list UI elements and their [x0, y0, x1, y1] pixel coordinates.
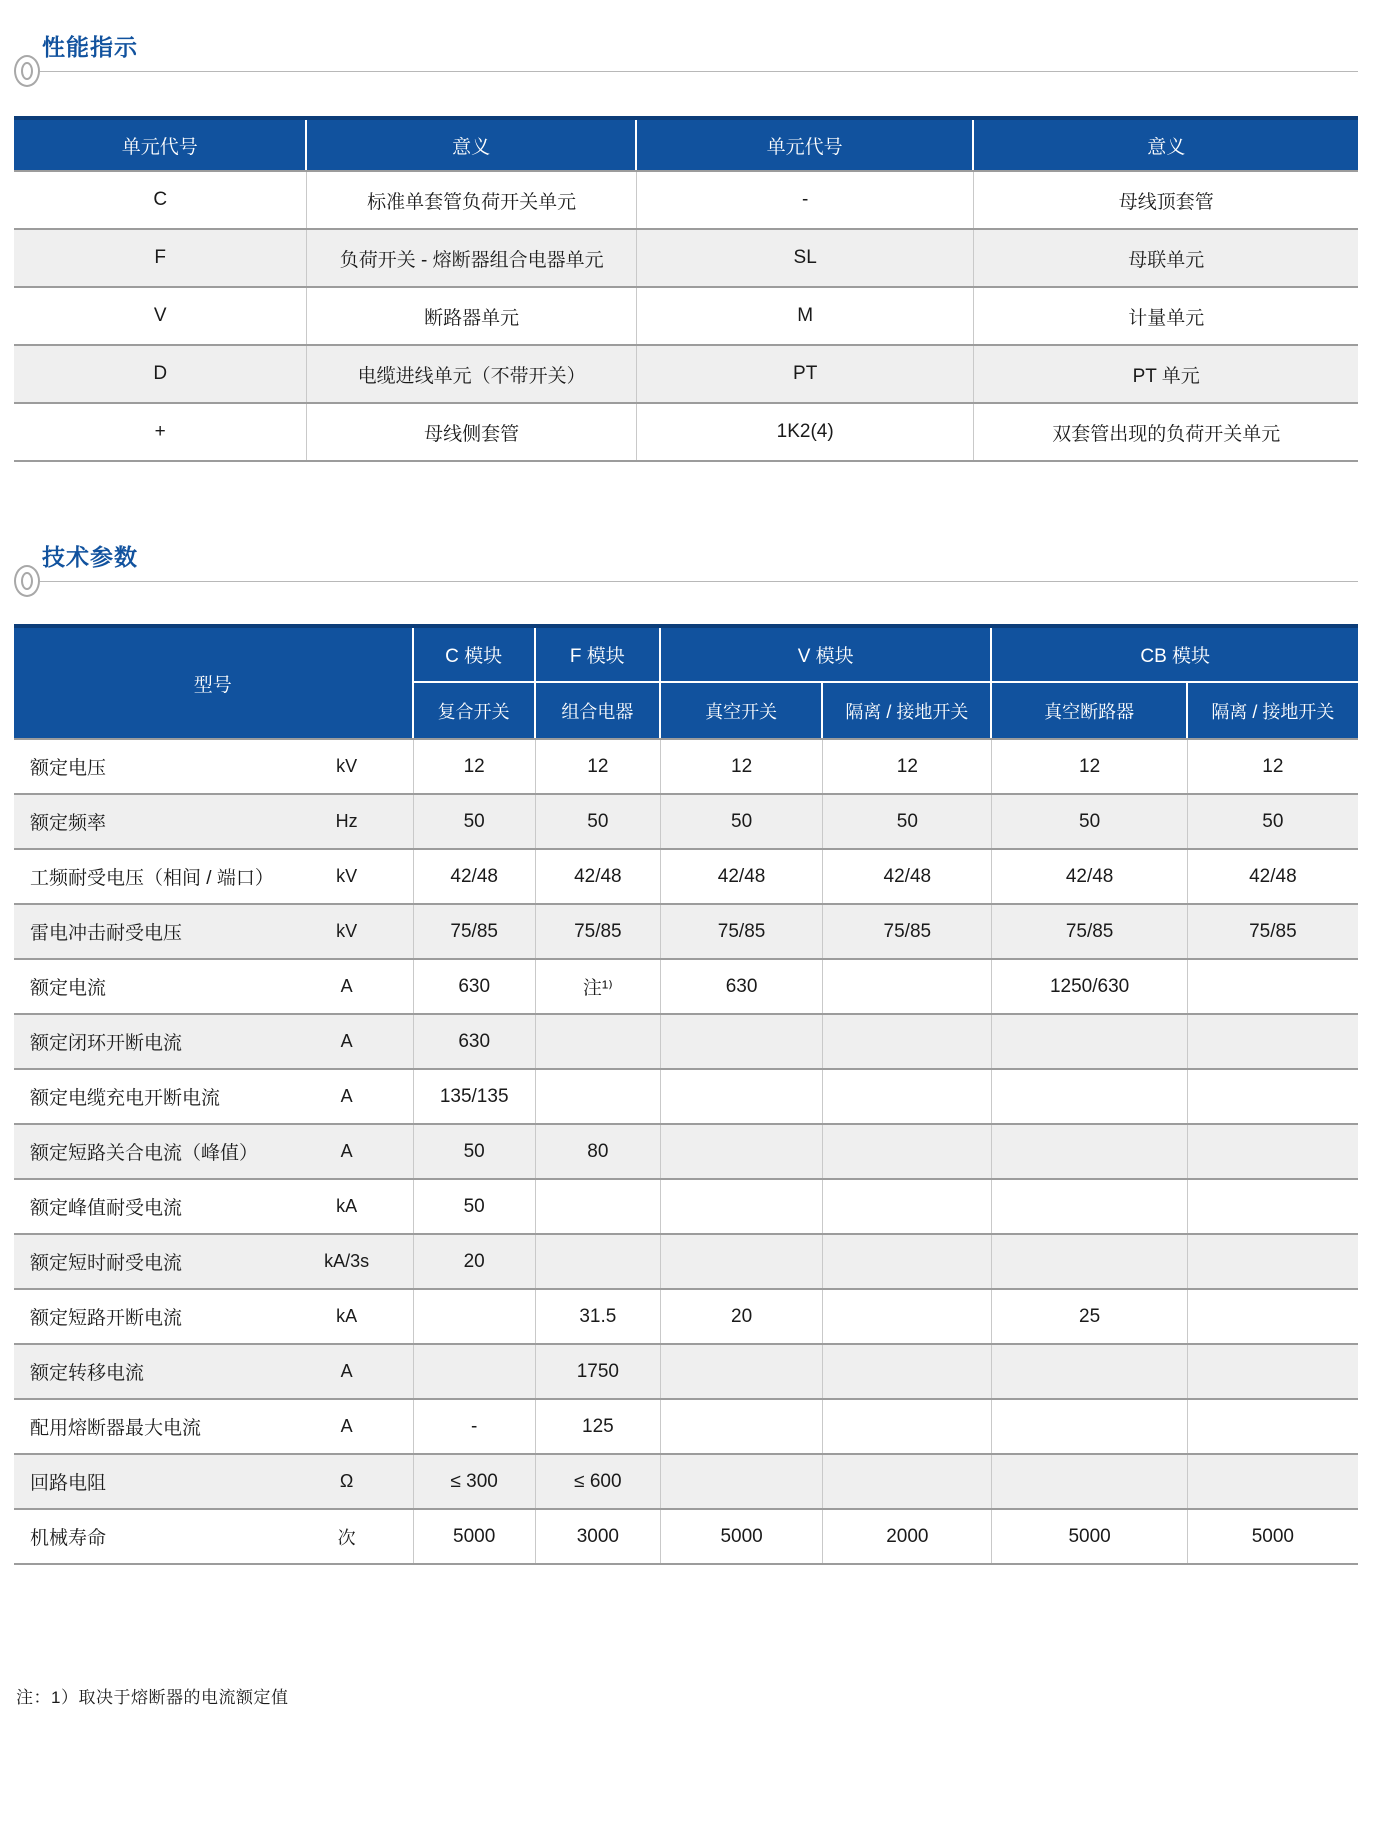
- parameter-name-cell: [14, 850, 414, 903]
- parameters-table: [14, 624, 1358, 1565]
- value-cell: [1188, 1345, 1358, 1398]
- rule-line: [40, 71, 1358, 72]
- parameter-name-cell: [14, 1290, 414, 1343]
- table-cell: 母联单元: [1128, 249, 1205, 271]
- parameter-name: 额定短路关合电流（峰值）: [30, 1143, 259, 1164]
- value-cell: 50: [1262, 810, 1284, 832]
- value-cell: 12: [992, 740, 1187, 793]
- value-cell: 12: [536, 740, 661, 793]
- parameter-name: 回路电阻: [30, 1473, 107, 1494]
- value-cell: [823, 1455, 992, 1508]
- table-row: [14, 1180, 1358, 1235]
- value-cell: 42/48: [536, 850, 661, 903]
- parameter-unit: kV: [336, 756, 358, 776]
- value-cell: 31.5: [536, 1290, 661, 1343]
- parameter-name: 机械寿命: [30, 1528, 107, 1549]
- value-cell: [1188, 1125, 1358, 1178]
- value-cell: 5000: [661, 1510, 823, 1563]
- value-cell: 42/48: [661, 850, 823, 903]
- table-cell: 负荷开关 - 熔断器组合电器单元: [307, 230, 637, 286]
- sub-column-header: 组合电器: [536, 683, 661, 738]
- value-cell: 42/48: [823, 850, 992, 903]
- parameter-name: 额定电流: [30, 978, 107, 999]
- value-cell: 75/85: [536, 905, 661, 958]
- value-cell: 1750: [536, 1345, 661, 1398]
- parameter-name: 配用熔断器最大电流: [30, 1418, 202, 1439]
- value-cell: [1188, 1070, 1358, 1123]
- value-cell: 50: [414, 795, 536, 848]
- table-row: [14, 1070, 1358, 1125]
- value-cell: 5000: [992, 1510, 1187, 1563]
- table-cell: 1K2(4): [637, 404, 975, 460]
- table-row: [14, 172, 1358, 230]
- module-group-header: V 模块: [661, 628, 993, 683]
- sub-column-header: 复合开关: [414, 683, 536, 738]
- column-header: 单元代号: [637, 120, 975, 170]
- parameter-name-cell: [14, 1235, 414, 1288]
- table-row: [14, 905, 1358, 960]
- value-cell: [823, 1015, 992, 1068]
- parameter-name-cell: [14, 1125, 414, 1178]
- parameter-unit: kA: [336, 1306, 358, 1326]
- value-cell: 42/48: [992, 850, 1187, 903]
- table-row: [14, 740, 1358, 795]
- value-cell: [823, 1345, 992, 1398]
- value-cell: ≤ 300: [414, 1455, 536, 1508]
- parameter-unit: A: [340, 1416, 353, 1436]
- table-cell: 标准单套管负荷开关单元: [307, 172, 637, 228]
- table-cell: 母线侧套管: [307, 404, 637, 460]
- value-cell: [1188, 1180, 1358, 1233]
- unit-code-table-header: [14, 120, 1358, 172]
- value-cell: 12: [823, 740, 992, 793]
- column-header: 单元代号: [14, 120, 307, 170]
- value-cell: 25: [992, 1290, 1187, 1343]
- value-cell: 12: [661, 740, 823, 793]
- value-cell: 12: [414, 740, 536, 793]
- value-cell: [823, 1180, 992, 1233]
- value-cell: 50: [414, 1180, 536, 1233]
- parameter-name-cell: [14, 1070, 414, 1123]
- table-row: [14, 1455, 1358, 1510]
- value-cell: [1188, 1235, 1358, 1288]
- parameter-unit: Ω: [339, 1471, 354, 1491]
- parameter-name-cell: [14, 1510, 414, 1563]
- parameter-name: 额定短时耐受电流: [30, 1253, 183, 1274]
- ring-icon: [14, 55, 40, 87]
- table-cell: PT: [637, 346, 975, 402]
- value-cell: 135/135: [414, 1070, 536, 1123]
- parameter-name-cell: [14, 1400, 414, 1453]
- value-cell: 630: [414, 1015, 536, 1068]
- value-cell: 630: [661, 960, 823, 1013]
- table-cell: SL: [637, 230, 975, 286]
- value-cell: 50: [414, 1125, 536, 1178]
- value-cell: [661, 1015, 823, 1068]
- value-cell: [992, 1070, 1187, 1123]
- column-header: 意义: [974, 120, 1358, 170]
- parameters-table-header: [14, 628, 1358, 740]
- value-cell: [1188, 960, 1358, 1013]
- table-cell: 计量单元: [1128, 307, 1205, 329]
- table-row: [14, 230, 1358, 288]
- parameter-name-cell: [14, 1455, 414, 1508]
- parameter-name: 额定频率: [30, 813, 107, 834]
- parameter-unit: A: [340, 1141, 353, 1161]
- value-cell: 3000: [536, 1510, 661, 1563]
- value-cell: [823, 960, 992, 1013]
- section-title-performance: 性能指示: [42, 34, 138, 60]
- value-cell: [823, 1070, 992, 1123]
- module-group-header: C 模块: [414, 628, 536, 683]
- value-cell: 75/85: [823, 905, 992, 958]
- table-cell: -: [637, 172, 975, 228]
- table-row: [14, 1015, 1358, 1070]
- ring-icon: [14, 565, 40, 597]
- section-title-parameters: 技术参数: [42, 544, 138, 570]
- value-cell: 5000: [1251, 1525, 1294, 1547]
- value-cell: [1188, 1290, 1358, 1343]
- sub-column-header: 真空断路器: [992, 683, 1187, 738]
- parameter-unit: Hz: [335, 811, 358, 831]
- value-cell: [536, 1180, 661, 1233]
- parameter-name-cell: [14, 1345, 414, 1398]
- column-header: 意义: [307, 120, 637, 170]
- value-cell: [1188, 1455, 1358, 1508]
- parameter-name: 额定短路开断电流: [30, 1308, 183, 1329]
- parameter-unit: kA: [336, 1196, 358, 1216]
- sub-column-header: 隔离 / 接地开关: [1188, 683, 1358, 738]
- parameter-name: 额定转移电流: [30, 1363, 145, 1384]
- value-cell: [661, 1345, 823, 1398]
- value-cell: [992, 1455, 1187, 1508]
- value-cell: [414, 1290, 536, 1343]
- sub-column-header: 隔离 / 接地开关: [823, 683, 992, 738]
- value-cell: 5000: [414, 1510, 536, 1563]
- value-cell: 1250/630: [992, 960, 1187, 1013]
- ring-inner-icon: [21, 572, 33, 590]
- table-row: [14, 346, 1358, 404]
- table-row: [14, 1290, 1358, 1345]
- parameter-name: 雷电冲击耐受电压: [30, 923, 183, 944]
- parameter-name-cell: [14, 795, 414, 848]
- value-cell: 20: [661, 1290, 823, 1343]
- value-cell: [992, 1125, 1187, 1178]
- table-row: [14, 795, 1358, 850]
- value-cell: [1188, 1400, 1358, 1453]
- value-cell: ≤ 600: [536, 1455, 661, 1508]
- table-cell: 双套管出现的负荷开关单元: [1052, 423, 1281, 445]
- rule-line: [40, 581, 1358, 582]
- sub-column-header: 真空开关: [661, 683, 823, 738]
- section-rule: [14, 54, 1358, 88]
- value-cell: [536, 1015, 661, 1068]
- parameter-name: 额定闭环开断电流: [30, 1033, 183, 1054]
- parameter-name: 额定电缆充电开断电流: [30, 1088, 221, 1109]
- table-row: [14, 1235, 1358, 1290]
- module-group-header: CB 模块: [992, 628, 1358, 683]
- value-cell: 80: [536, 1125, 661, 1178]
- parameter-name-cell: [14, 960, 414, 1013]
- value-cell: 630: [414, 960, 536, 1013]
- table-cell: M: [637, 288, 975, 344]
- ring-inner-icon: [21, 62, 33, 80]
- section-parameters-heading: [14, 544, 1358, 598]
- value-cell: 12: [1262, 755, 1284, 777]
- table-cell: F: [14, 230, 307, 286]
- table-row: [14, 850, 1358, 905]
- parameter-unit: A: [340, 1361, 353, 1381]
- table-row: [14, 1510, 1358, 1565]
- parameter-name: 额定电压: [30, 758, 107, 779]
- section-rule: [14, 564, 1358, 598]
- value-cell: [992, 1345, 1187, 1398]
- value-cell: 125: [536, 1400, 661, 1453]
- value-cell: 75/85: [661, 905, 823, 958]
- unit-code-table: [14, 116, 1358, 462]
- parameter-name-cell: [14, 1180, 414, 1233]
- value-cell: 75/85: [992, 905, 1187, 958]
- section-performance-heading: [14, 34, 1358, 88]
- value-cell: [661, 1125, 823, 1178]
- model-header-cell: 型号: [14, 628, 414, 738]
- value-cell: [536, 1235, 661, 1288]
- value-cell: 42/48: [414, 850, 536, 903]
- table-cell: 断路器单元: [307, 288, 637, 344]
- value-cell: [992, 1400, 1187, 1453]
- parameter-name-cell: [14, 740, 414, 793]
- value-cell: [661, 1400, 823, 1453]
- value-cell: [536, 1070, 661, 1123]
- value-cell: 50: [536, 795, 661, 848]
- value-cell: [823, 1125, 992, 1178]
- value-cell: -: [414, 1400, 536, 1453]
- parameter-name: 工频耐受电压（相间 / 端口）: [30, 868, 274, 889]
- value-cell: [1188, 1015, 1358, 1068]
- table-cell: +: [14, 404, 307, 460]
- value-cell: 注¹⁾: [536, 960, 661, 1013]
- value-cell: 20: [414, 1235, 536, 1288]
- parameter-unit: A: [340, 1031, 353, 1051]
- module-group-header: F 模块: [536, 628, 661, 683]
- table-row: [14, 1345, 1358, 1400]
- value-cell: [661, 1070, 823, 1123]
- value-cell: 42/48: [1249, 865, 1297, 887]
- value-cell: [661, 1180, 823, 1233]
- table-row: [14, 1400, 1358, 1455]
- value-cell: 50: [661, 795, 823, 848]
- table-row: [14, 288, 1358, 346]
- value-cell: [661, 1455, 823, 1508]
- unit-code-table-body: [14, 172, 1358, 462]
- table-row: [14, 1125, 1358, 1180]
- table-cell: V: [14, 288, 307, 344]
- parameter-name-cell: [14, 905, 414, 958]
- table-cell: 电缆进线单元（不带开关）: [307, 346, 637, 402]
- table-cell: D: [14, 346, 307, 402]
- parameter-unit: A: [340, 976, 353, 996]
- parameter-unit: kV: [336, 866, 358, 886]
- parameter-unit: 次: [337, 1527, 356, 1548]
- table-cell: 母线顶套管: [1118, 191, 1214, 213]
- parameter-unit: kV: [336, 921, 358, 941]
- value-cell: [823, 1290, 992, 1343]
- table-cell: PT 单元: [1132, 365, 1200, 387]
- value-cell: 50: [992, 795, 1187, 848]
- parameter-name-cell: [14, 1015, 414, 1068]
- value-cell: 75/85: [414, 905, 536, 958]
- parameter-unit: kA/3s: [324, 1251, 370, 1271]
- value-cell: [992, 1235, 1187, 1288]
- parameter-name: 额定峰值耐受电流: [30, 1198, 183, 1219]
- value-cell: 50: [823, 795, 992, 848]
- table-cell: C: [14, 172, 307, 228]
- value-cell: [661, 1235, 823, 1288]
- parameter-unit: A: [340, 1086, 353, 1106]
- value-cell: [823, 1235, 992, 1288]
- value-cell: 2000: [823, 1510, 992, 1563]
- value-cell: [992, 1180, 1187, 1233]
- parameters-table-body: [14, 740, 1358, 1565]
- table-row: [14, 404, 1358, 462]
- value-cell: [414, 1345, 536, 1398]
- value-cell: 75/85: [1249, 920, 1297, 942]
- footnote: 注：1）取决于熔断器的电流额定值: [16, 1688, 289, 1707]
- value-cell: [992, 1015, 1187, 1068]
- table-row: [14, 960, 1358, 1015]
- value-cell: [823, 1400, 992, 1453]
